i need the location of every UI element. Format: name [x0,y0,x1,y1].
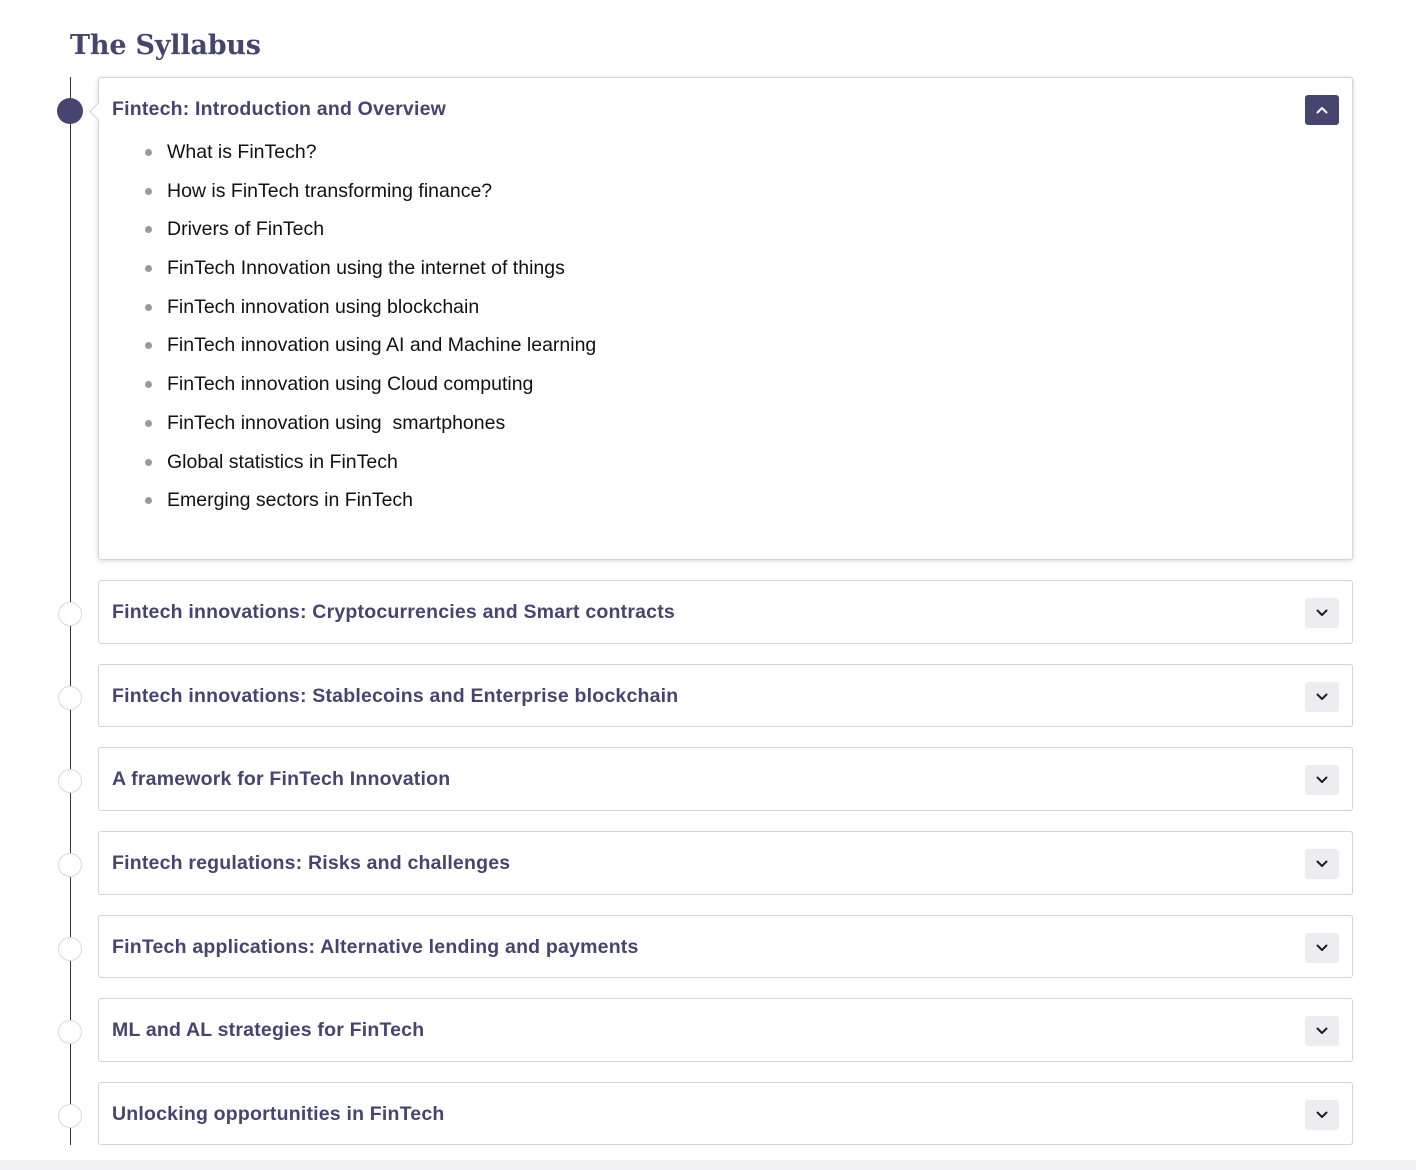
bullet-dot [145,304,152,311]
module-title: FinTech applications: Alternative lending and payments [112,936,639,958]
topic-label: FinTech innovation using smartphones [167,411,506,434]
module-header-1[interactable] [99,78,1352,140]
module-header-4[interactable] [99,748,1352,810]
bullet-dot [145,188,152,195]
list-item [143,333,1352,372]
bullet-dot [145,226,152,233]
module-card-4 [98,747,1353,811]
chevron-down-icon [1315,857,1329,871]
topic-label: What is FinTech? [167,141,317,163]
module-card-5 [98,831,1353,895]
timeline-dot [58,853,82,877]
topic-label: Global statistics in FinTech [167,450,398,473]
timeline-dot [58,1104,82,1128]
module-header-2[interactable] [99,581,1352,643]
module-header-6[interactable] [99,916,1352,978]
bullet-dot [145,459,152,466]
timeline-dot [58,686,82,710]
topic-label: Drivers of FinTech [167,218,325,241]
expand-button[interactable] [1305,598,1339,628]
module-header-8[interactable] [99,1083,1352,1145]
chevron-down-icon [1315,690,1329,704]
list-item [143,488,1352,527]
module-title: Unlocking opportunities in FinTech [112,1103,445,1125]
module-card-6 [98,915,1353,978]
collapse-button[interactable] [1305,95,1339,125]
module-card-7 [98,998,1353,1062]
timeline-dot [58,937,82,961]
list-item [143,450,1352,489]
expand-button[interactable] [1305,933,1339,963]
page-title: The Syllabus [70,30,261,61]
chevron-up-icon [1315,103,1329,117]
topic-label: How is FinTech transforming finance? [167,179,493,202]
bullet-dot [145,149,152,156]
timeline-dot [58,1020,82,1044]
expand-button[interactable] [1305,1100,1339,1130]
bullet-dot [145,342,152,349]
topic-label: FinTech innovation using blockchain [167,295,480,318]
list-item [143,372,1352,411]
module-title: A framework for FinTech Innovation [112,768,451,790]
timeline-dot [58,602,82,626]
bullet-dot [145,265,152,272]
module-card-3 [98,664,1353,727]
list-item [143,411,1352,450]
list-item [143,256,1352,295]
module-card-8 [98,1082,1353,1145]
chevron-down-icon [1315,606,1329,620]
expand-button[interactable] [1305,765,1339,795]
topic-list [99,140,1352,527]
list-item [143,140,1352,179]
bullet-dot [145,381,152,388]
topic-label: FinTech innovation using Cloud computing [167,373,534,396]
module-header-5[interactable] [99,832,1352,894]
timeline-dot [58,769,82,793]
module-title: Fintech regulations: Risks and challenges [112,852,511,874]
list-item [143,295,1352,334]
timeline-dot-active [57,98,83,124]
list-item [143,179,1352,218]
list-item [143,217,1352,256]
module-title: Fintech innovations: Stablecoins and Enterprise blockchain [112,685,679,707]
module-header-3[interactable] [99,665,1352,727]
expand-button[interactable] [1305,682,1339,712]
expand-button[interactable] [1305,849,1339,879]
topic-label: FinTech innovation using AI and Machine learning [167,334,597,357]
module-header-7[interactable] [99,999,1352,1061]
module-title: Fintech innovations: Cryptocurrencies and Smart contracts [112,601,675,623]
chevron-down-icon [1315,1024,1329,1038]
chevron-down-icon [1315,941,1329,955]
topic-label: Emerging sectors in FinTech [167,489,414,512]
module-card-2 [98,580,1353,644]
bottom-strip [0,1160,1416,1170]
chevron-down-icon [1315,773,1329,787]
topic-label: FinTech Innovation using the internet of things [167,257,565,280]
bullet-dot [145,420,152,427]
bullet-dot [145,497,152,504]
chevron-down-icon [1315,1108,1329,1122]
module-title: ML and AL strategies for FinTech [112,1019,425,1041]
module-title: Fintech: Introduction and Overview [112,98,446,120]
module-card-1 [98,77,1353,560]
expand-button[interactable] [1305,1016,1339,1046]
